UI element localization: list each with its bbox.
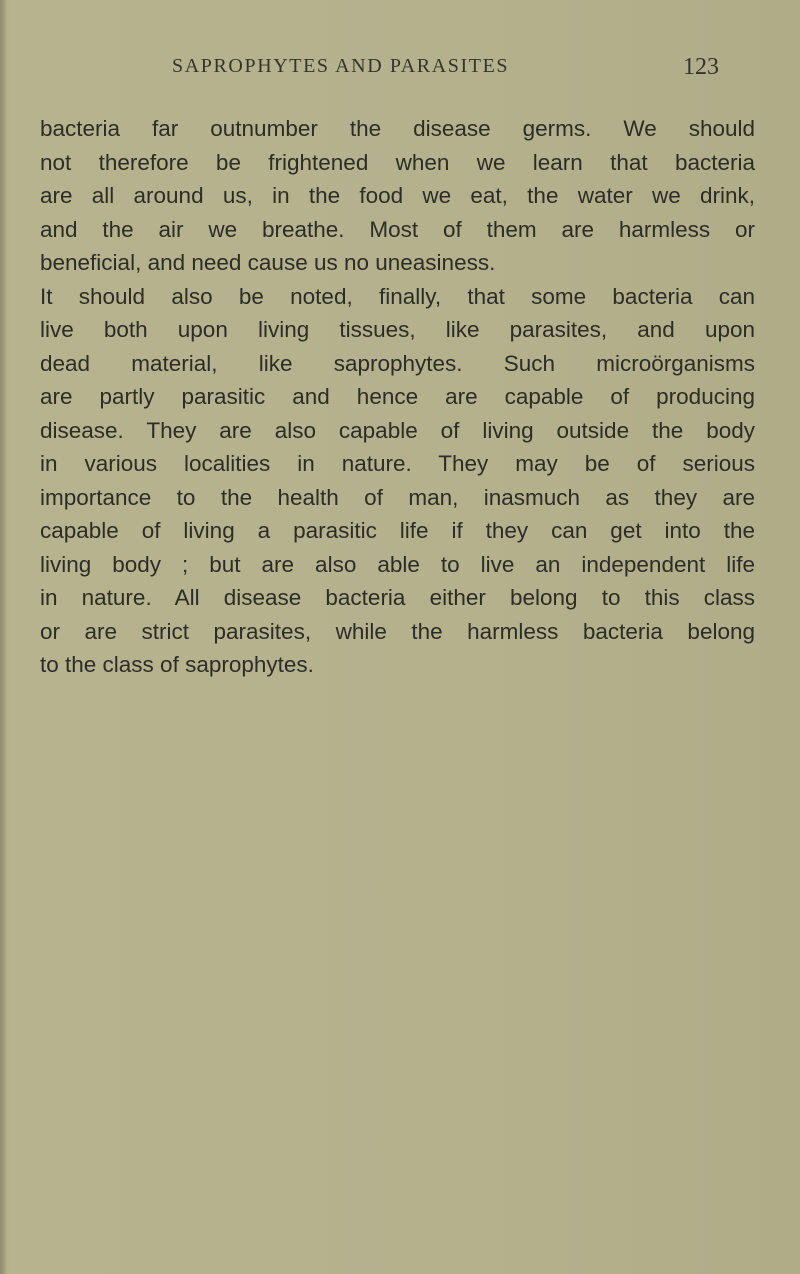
text-line: capable of living a parasitic life if they can get into the bbox=[40, 518, 755, 543]
text-line: in nature. All disease bacteria either belong to this class bbox=[40, 585, 755, 610]
page-number: 123 bbox=[683, 54, 719, 80]
text-line: importance to the health of man, inasmuch as they are bbox=[40, 484, 755, 510]
text-line: disease. They are also capable of living outside the body bbox=[40, 417, 755, 443]
text-line: beneficial, and need cause us no uneasiness. bbox=[40, 250, 496, 275]
running-head bbox=[0, 55, 800, 95]
text-line: live both upon living tissues, like parasites, and upon bbox=[40, 317, 755, 342]
text-line: bacteria far outnumber the disease germs. We should bbox=[40, 116, 755, 141]
text-line: dead material, like saprophytes. Such microörganisms bbox=[40, 350, 755, 376]
text-line: are partly parasitic and hence are capable of producing bbox=[40, 384, 755, 409]
text-line: living body ; but are also able to live an independent life bbox=[40, 551, 755, 577]
text-line: or are strict parasites, while the harmless bacteria belong bbox=[40, 618, 755, 644]
text-line: are all around us, in the food we eat, the water we drink, bbox=[40, 183, 755, 208]
running-title: SAPROPHYTES AND PARASITES bbox=[172, 55, 510, 77]
page-gutter bbox=[0, 0, 6, 1274]
text-line: It should also be noted, finally, that some bacteria can bbox=[40, 283, 755, 309]
text-line: not therefore be frightened when we learn that bacteria bbox=[40, 149, 755, 175]
body-text bbox=[40, 112, 755, 682]
text-line: in various localities in nature. They may be of serious bbox=[40, 451, 755, 476]
text-line: and the air we breathe. Most of them are harmless or bbox=[40, 216, 755, 242]
text-line: to the class of saprophytes. bbox=[40, 652, 314, 677]
